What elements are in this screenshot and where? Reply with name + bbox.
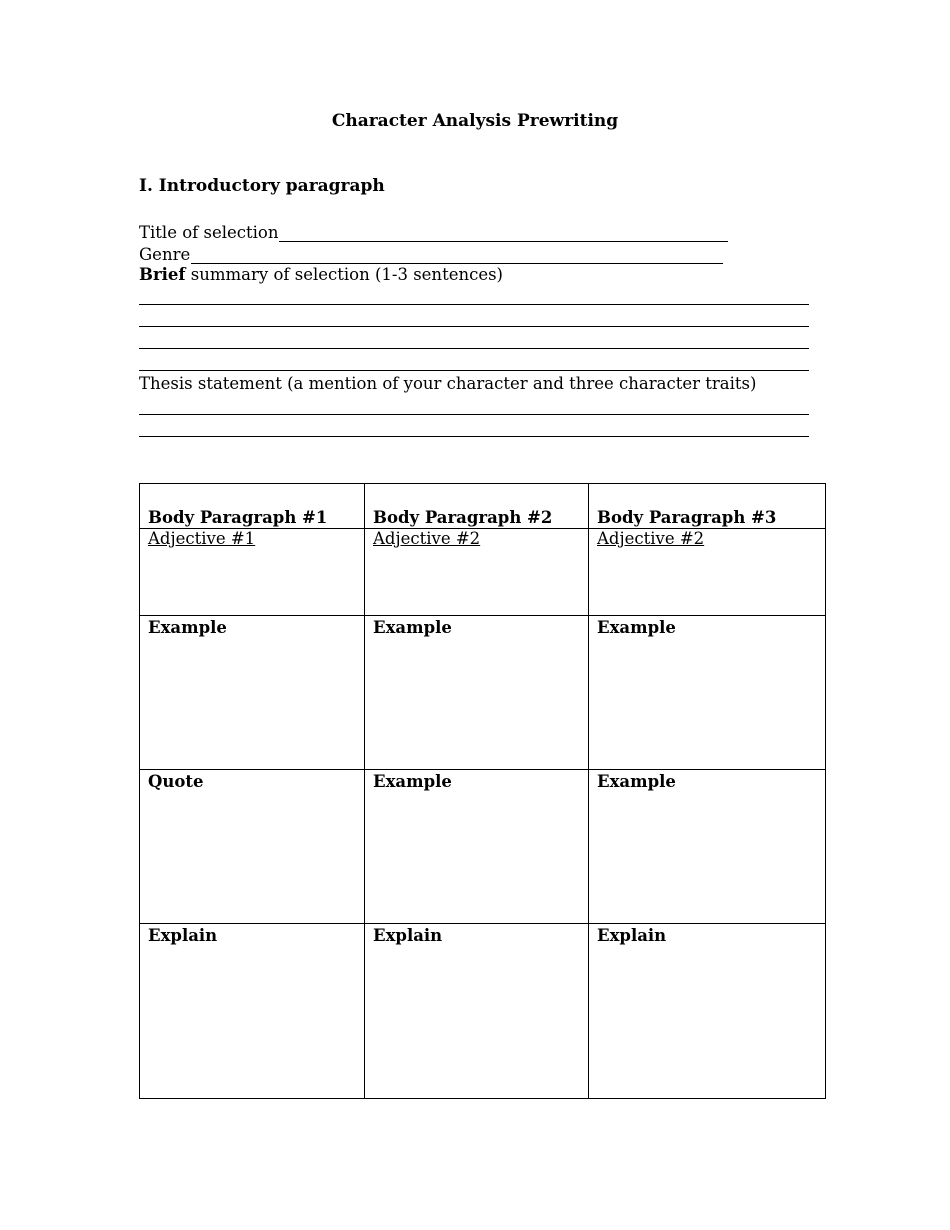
genre-field (139, 242, 723, 264)
section-heading-introductory: I. Introductory paragraph (139, 176, 385, 196)
summary-blank-line-4[interactable] (139, 370, 809, 371)
table-row-explain (140, 924, 826, 1099)
example-1-label: Example (148, 618, 227, 637)
cell-explain-3[interactable] (589, 924, 826, 1099)
adjective-3-label: Adjective #2 (597, 529, 705, 548)
thesis-prompt: Thesis statement (a mention of your character and three character traits) (139, 374, 757, 393)
title-of-selection-field (139, 220, 728, 242)
table-row-adjective (140, 529, 826, 616)
explain-3-label: Explain (597, 926, 667, 945)
summary-prompt (139, 265, 503, 284)
cell-quote-1[interactable] (140, 770, 365, 924)
cell-example-1[interactable] (140, 616, 365, 770)
cell-quote-2[interactable] (365, 770, 589, 924)
thesis-blank-line-1[interactable] (139, 414, 809, 415)
genre-label: Genre (139, 245, 191, 264)
summary-blank-line-3[interactable] (139, 348, 809, 349)
quote-1-label: Quote (148, 772, 204, 791)
cell-adjective-1[interactable] (140, 529, 365, 616)
cell-example-2[interactable] (365, 616, 589, 770)
cell-quote-3[interactable] (589, 770, 826, 924)
title-of-selection-blank[interactable] (279, 225, 728, 242)
header-body-paragraph-2: Body Paragraph #2 (365, 484, 589, 529)
explain-1-label: Explain (148, 926, 218, 945)
cell-example-3[interactable] (589, 616, 826, 770)
adjective-2-label: Adjective #2 (373, 529, 481, 548)
table-header-row (140, 484, 826, 529)
cell-explain-1[interactable] (140, 924, 365, 1099)
example-3-label: Example (597, 618, 676, 637)
example-2-label: Example (373, 618, 452, 637)
page-title: Character Analysis Prewriting (331, 111, 619, 131)
title-of-selection-label: Title of selection (139, 223, 279, 242)
header-body-paragraph-3: Body Paragraph #3 (589, 484, 826, 529)
thesis-blank-line-2[interactable] (139, 436, 809, 437)
cell-explain-2[interactable] (365, 924, 589, 1099)
quote-2-label: Example (373, 772, 452, 791)
cell-adjective-3[interactable] (589, 529, 826, 616)
genre-blank[interactable] (191, 247, 723, 264)
summary-blank-line-2[interactable] (139, 326, 809, 327)
explain-2-label: Explain (373, 926, 443, 945)
quote-3-label: Example (597, 772, 676, 791)
table-row-quote (140, 770, 826, 924)
header-body-paragraph-1: Body Paragraph #1 (140, 484, 365, 529)
summary-prompt-bold: Brief (139, 265, 186, 284)
table-row-example (140, 616, 826, 770)
summary-prompt-rest: summary of selection (1-3 sentences) (185, 265, 503, 284)
body-paragraph-table (139, 483, 826, 1099)
summary-blank-line-1[interactable] (139, 304, 809, 305)
cell-adjective-2[interactable] (365, 529, 589, 616)
adjective-1-label: Adjective #1 (148, 529, 256, 548)
